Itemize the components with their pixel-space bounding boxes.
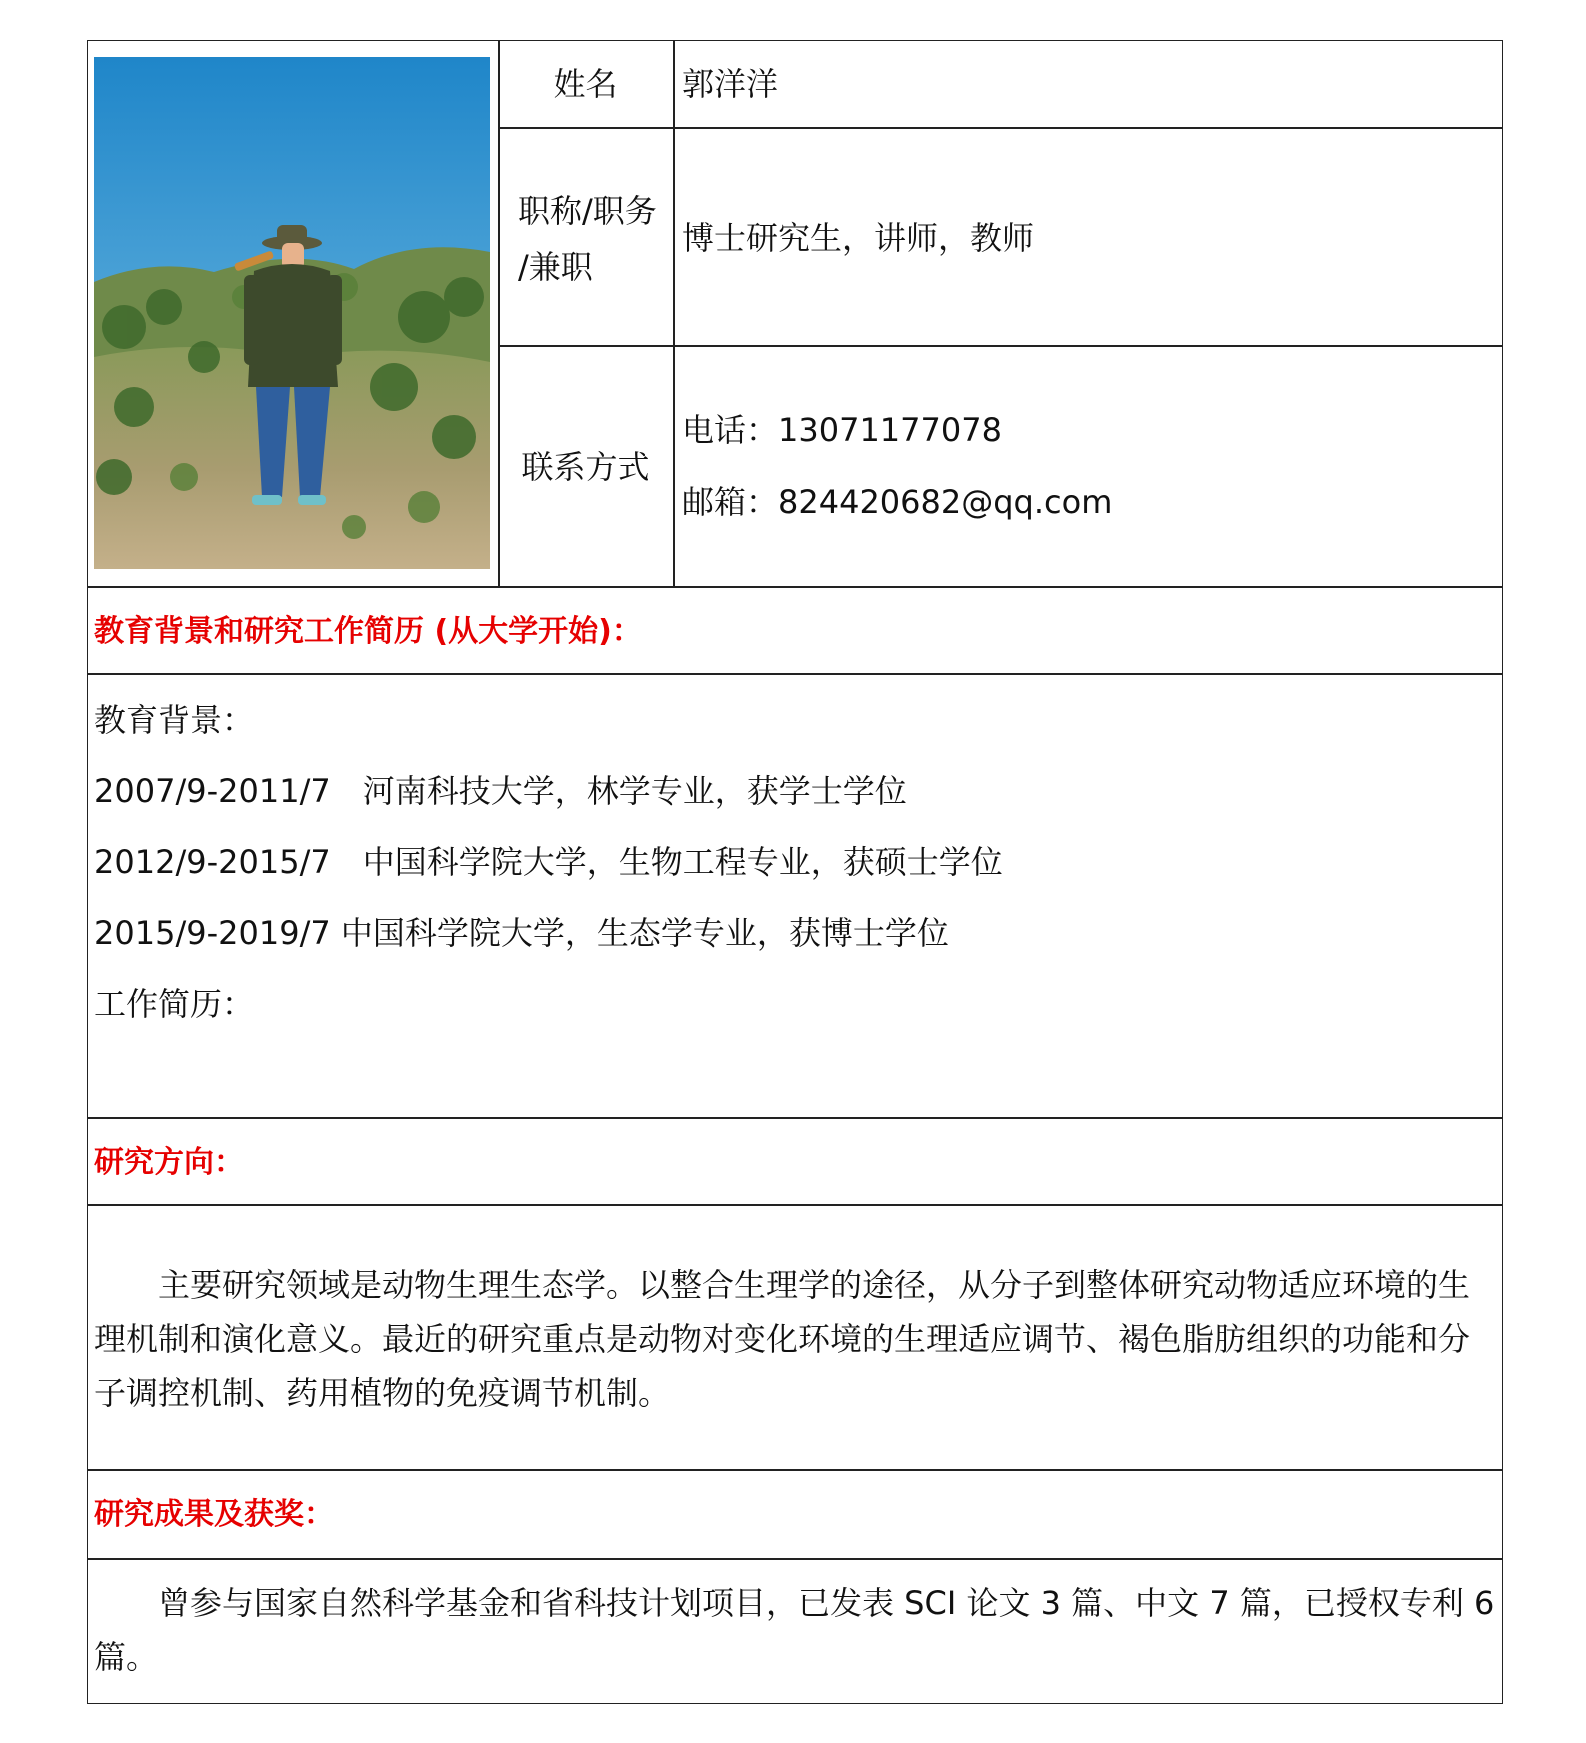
row-divider-name bbox=[498, 127, 1503, 129]
row-divider-edu-heading bbox=[87, 673, 1503, 675]
name-value: 郭洋洋 bbox=[682, 65, 779, 103]
work-history-label: 工作简历： bbox=[94, 985, 255, 1023]
title-label-line1: 职称/职务 bbox=[518, 192, 657, 230]
row-divider-contact bbox=[87, 586, 1503, 588]
contact-label: 联系方式 bbox=[521, 448, 650, 486]
education-label: 教育背景： bbox=[94, 701, 255, 739]
awards-heading: 研究成果及获奖： bbox=[94, 1497, 334, 1532]
row-divider-research-heading bbox=[87, 1204, 1503, 1206]
education-entry: 2012/9-2015/7 中国科学院大学，生物工程专业，获硕士学位 bbox=[94, 843, 1003, 881]
label-column-divider bbox=[673, 40, 675, 586]
row-divider-research-body bbox=[87, 1469, 1503, 1471]
portrait-photo bbox=[94, 57, 490, 569]
row-divider-title bbox=[498, 345, 1503, 347]
research-paragraph: 主要研究领域是动物生理生态学。以整合生理学的途径，从分子到整体研究动物适应环境的生理机制和演化意义。最近的研究重点是动物对变化环境的生理适应调节、褐色脂肪组织的功能和分子调控机制、药用植物的免疫调节机制。 bbox=[94, 1266, 1471, 1412]
title-value: 博士研究生，讲师，教师 bbox=[682, 219, 1035, 257]
awards-paragraph: 曾参与国家自然科学基金和省科技计划项目，已发表 SCI 论文 3 篇、中文 7 篇，已授权专利 6 篇。 bbox=[94, 1584, 1495, 1676]
research-heading: 研究方向： bbox=[94, 1145, 244, 1180]
row-divider-awards-heading bbox=[87, 1558, 1503, 1560]
name-label: 姓名 bbox=[553, 65, 618, 103]
education-heading: 教育背景和研究工作简历 (从大学开始)： bbox=[94, 614, 642, 649]
email-value: 邮箱：824420682@qq.com bbox=[682, 483, 1113, 521]
education-entry: 2015/9-2019/7 中国科学院大学，生态学专业，获博士学位 bbox=[94, 914, 949, 952]
row-divider-edu-body bbox=[87, 1117, 1503, 1119]
phone-value: 电话：13071177078 bbox=[682, 411, 1002, 449]
photo-column-divider bbox=[498, 40, 500, 586]
education-entry: 2007/9-2011/7 河南科技大学，林学专业，获学士学位 bbox=[94, 772, 907, 810]
title-label-line2: /兼职 bbox=[518, 248, 593, 286]
